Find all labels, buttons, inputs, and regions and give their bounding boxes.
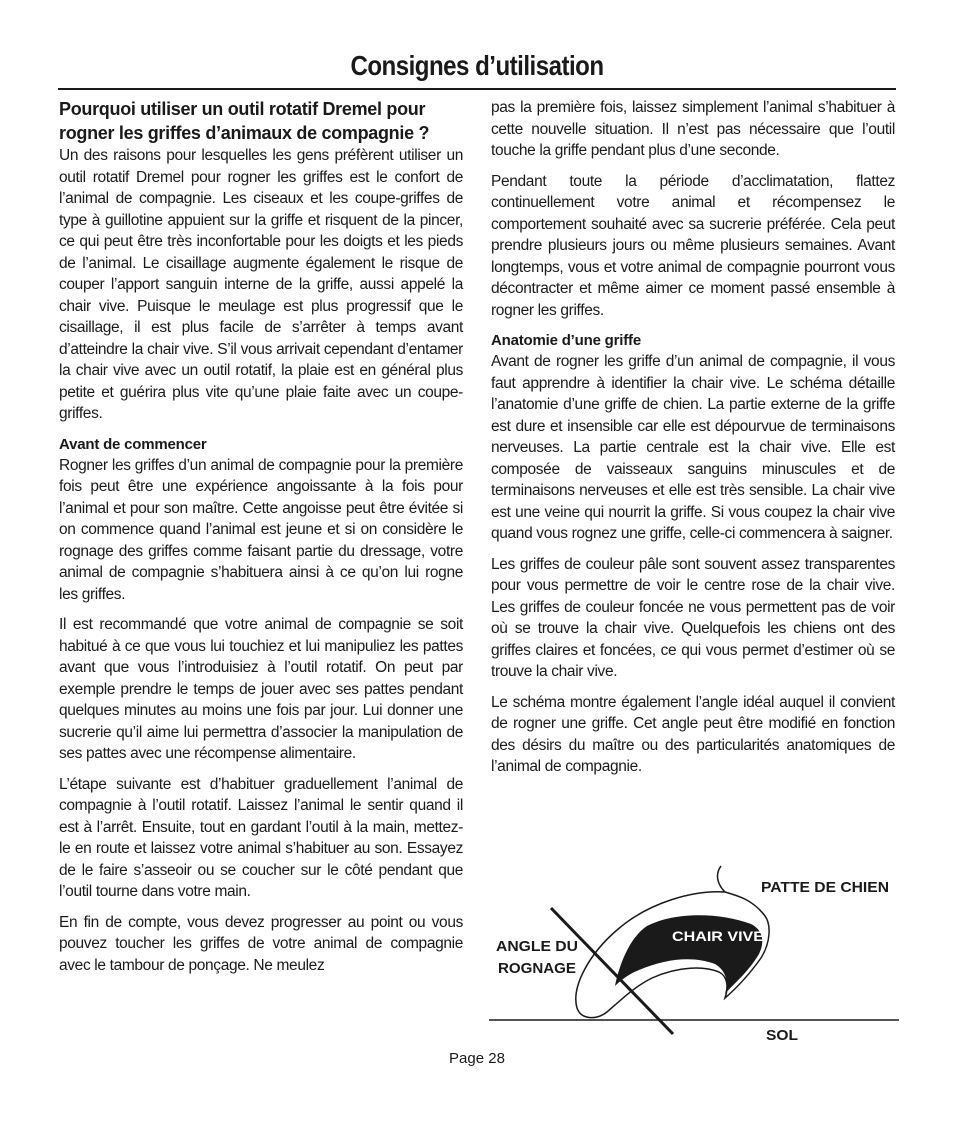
page-number: Page 28 xyxy=(449,1050,505,1067)
label-quick: CHAIR VIVE xyxy=(672,928,764,944)
claw-anatomy-diagram xyxy=(489,862,899,1042)
label-angle-line1: ANGLE DU xyxy=(496,938,578,955)
subheading-before-start: Avant de commencer xyxy=(59,435,207,453)
left-column xyxy=(59,97,463,985)
label-angle-line2: ROGNAGE xyxy=(498,960,576,977)
section-heading-why-dremel: Pourquoi utiliser un outil rotatif Dremel pour rogner les griffes d’animaux de compagnie ? xyxy=(59,99,430,143)
paragraph: Pendant toute la période d’acclimatation, flattez continuellement votre animal et récompensez le comportement souhaité avec sa sucrerie préférée. Cela peut prendre plusieurs jours ou même plusieurs semaines. Avant longtemps, vous et votre animal de compagnie pourront vous décontracter et même aimer ce moment passé ensemble à rogner les griffes. xyxy=(491,172,895,319)
paragraph: Avant de rogner les griffe d’un animal de compagnie, il vous faut apprendre à identifier la chair vive. Le schéma détaille l’anatomie d’une griffe de chien. La partie externe de la griffe est dure et insensible car elle est dépourvue de terminaisons nerveuses. La partie centrale est la chair vive. Elle est composée de vaisseaux sanguins minuscules et de terminaisons nerveuses et elle est très sensible. La chair vive est une veine qui nourrit la griffe. Si vous coupez la chair vive quand vous rognez une griffe, celle-ci commencera à saigner. xyxy=(491,353,895,542)
subheading-claw-anatomy: Anatomie d’une griffe xyxy=(491,332,641,349)
paragraph: Rogner les griffes d’un animal de compagnie pour la première fois peut être une expérience angoissante à la fois pour l’animal et pour son maître. Cette angoisse peut être évitée si on commence quand l’animal est jeune et si on considère le rognage des griffes comme faisant partie du dressage, votre animal de compagnie s’habituera ainsi à ce qu’on lui rogne les griffes. xyxy=(59,456,463,603)
right-column xyxy=(491,97,895,787)
label-paw: PATTE DE CHIEN xyxy=(761,879,889,896)
paragraph: En fin de compte, vous devez progresser au point ou vous pouvez toucher les griffes de votre animal de compagnie avec le tambour de ponçage. Ne meulez xyxy=(59,913,463,974)
paragraph: Le schéma montre également l’angle idéal auquel il convient de rogner une griffe. Cet angle peut être modifié en fonction des désirs du maître ou des particularités anatomiques de l’animal de compagnie. xyxy=(491,693,895,775)
paragraph: Les griffes de couleur pâle sont souvent assez transparentes pour vous permettre de voir le centre rose de la chair vive. Les griffes de couleur foncée ne vous permettent pas de voir où se trouve la chair vive. Quelquefois les chiens ont des griffes claires et foncées, ce qui vous permet d’estimer où se trouve la chair vive. xyxy=(491,555,895,680)
intro-paragraph: Un des raisons pour lesquelles les gens préfèrent utiliser un outil rotatif Dremel pour rogner les griffes est le confort de l’animal de compagnie. Les ciseaux et les coupe-griffes de type à guillotine appuient sur la griffe et risquent de la pincer, ce qui peut être très inconfortable pour les doigts et les pieds de l’animal. Le cisaillage augmente également le risque de couper l’apport sanguin interne de la griffe, aussi appelé la chair vive. Puisque le meulage est plus progressif que le cisaillage, il est plus facile de s’arrêter à temps avant d’atteindre la chair vive. S’il vous arrivait cependant d’entamer la chair vive avec un outil rotatif, la plaie est en général plus petite et guérira plus vite qu’une plaie faite avec un coupe-griffes. xyxy=(59,147,463,422)
page-title: Consignes d’utilisation xyxy=(350,50,604,81)
label-ground: SOL xyxy=(766,1027,798,1042)
paragraph: L’étape suivante est d’habituer graduellement l’animal de compagnie à l’outil rotatif. Laissez l’animal le sentir quand il est à l’arrêt. Ensuite, tout en gardant l’outil à la main, mettez-le en route et laissez votre animal s’habituer au son. Essayez de le faire s’asseoir ou se coucher sur le côté pendant que l’outil tourne dans votre main. xyxy=(59,775,463,900)
paragraph: pas la première fois, laissez simplement l’animal s’habituer à cette nouvelle situation. Il n’est pas nécessaire que l’outil touche la griffe pendant plus d’une seconde. xyxy=(491,99,895,159)
title-rule xyxy=(58,88,896,90)
paragraph: Il est recommandé que votre animal de compagnie se soit habitué à ce que vous lui touchiez et lui manipuliez les pattes avant que vous l’introduisiez à l’outil rotatif. On peut par exemple prendre le temps de jouer avec ses pattes pendant quelques minutes au moins une fois par jour. Lui donner une sucrerie qu’il aime lui permettra d’associer la manipulation de ses pattes avec une récompense alimentaire. xyxy=(59,616,463,762)
